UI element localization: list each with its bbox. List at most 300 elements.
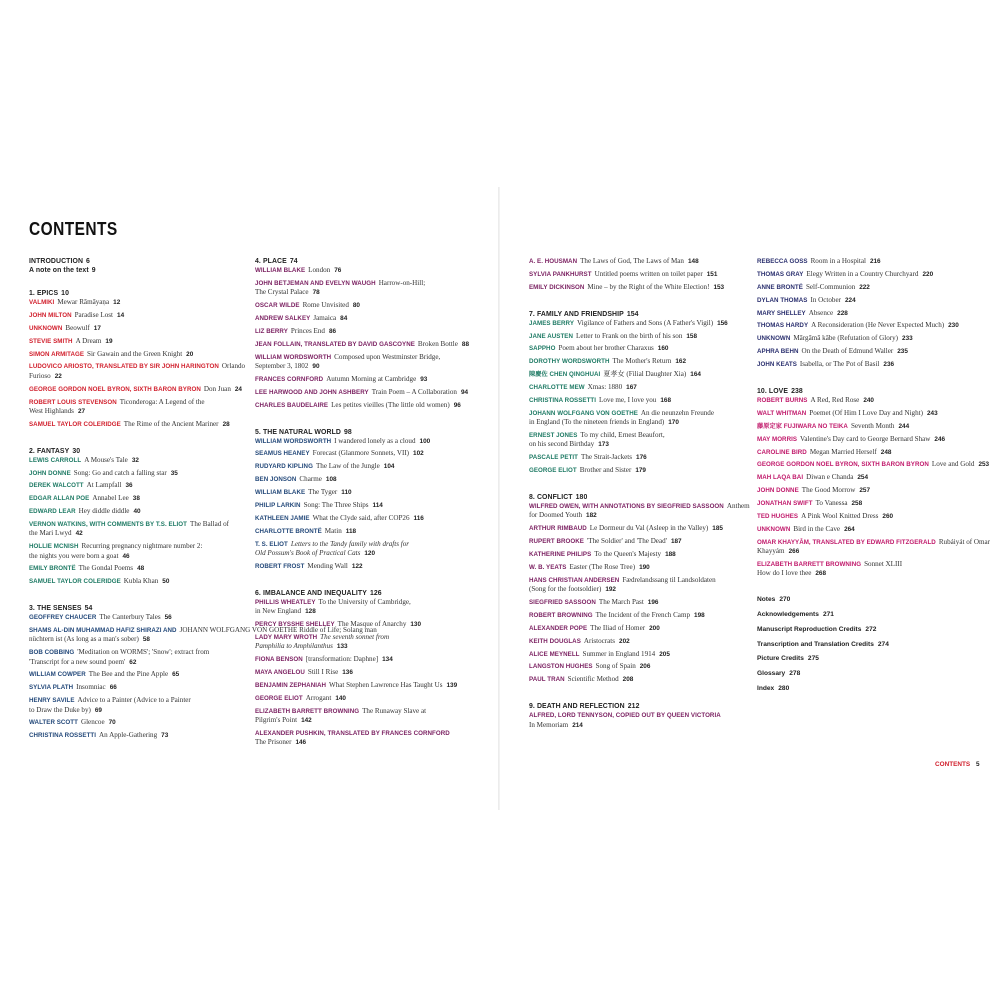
- toc-entry: [29, 420, 261, 429]
- entry-author: SEAMUS HEANEY: [255, 450, 310, 458]
- entry-page-number: 17: [93, 324, 101, 332]
- entry-title: The Laws of God, The Laws of Man: [580, 257, 684, 265]
- toc-entry: [29, 362, 261, 381]
- entry-author: ERNEST JONES: [529, 432, 578, 440]
- entry-author: SYLVIA PANKHURST: [529, 270, 592, 278]
- section-spacer: [29, 275, 261, 289]
- entry-title: Autumn Morning at Cambridge: [326, 374, 417, 383]
- entry-author: OMAR KHAYYĀM, TRANSLATED BY EDWARD FITZGERALD: [757, 538, 936, 546]
- section-label: 1. EPICS: [29, 290, 59, 297]
- toc-entry: [757, 538, 989, 557]
- entry-title: Les petites vieilles (The little old women): [331, 400, 450, 409]
- toc-entry: [529, 576, 761, 595]
- toc-entry: [757, 334, 989, 343]
- back-matter-page-number: 272: [865, 625, 877, 633]
- toc-entry: [29, 350, 261, 359]
- entry-author: 藤原定家 FUJIWARA NO TEIKA: [757, 422, 848, 430]
- entry-title: Mārgāmā kābe (Refutation of Glory): [793, 334, 899, 343]
- entry-title: In Memoriam: [529, 720, 569, 729]
- entry-title: 夏孝女 (Filial Daughter Xia): [603, 370, 687, 379]
- entry-line: [529, 650, 761, 659]
- section-spacer: [529, 688, 761, 702]
- entry-title: for Doomed Youth: [529, 511, 583, 520]
- toc-entry: [529, 257, 761, 266]
- entry-author: SHAMS AL-DIN MUHAMMAD HAFIZ SHIRAZI AND: [29, 627, 177, 635]
- entry-page-number: 69: [94, 706, 102, 714]
- entry-page-number: 102: [413, 450, 424, 458]
- back-matter-entry: [757, 611, 989, 619]
- entry-page-number: 148: [687, 258, 699, 265]
- entry-title: Song: The Three Ships: [303, 500, 369, 509]
- entry-author: JOHANN WOLFGANG VON GOETHE: [529, 409, 638, 417]
- entry-page-number: 187: [670, 538, 682, 546]
- entry-author: WILLIAM BLAKE: [255, 489, 306, 497]
- entry-line: [255, 449, 487, 458]
- entry-author: PERCY BYSSHE SHELLEY: [255, 620, 335, 628]
- entry-page-number: 24: [234, 385, 242, 393]
- toc-entry: [255, 462, 487, 471]
- back-matter-label: Manuscript Reproduction Credits: [757, 625, 862, 633]
- back-matter-page-number: 275: [807, 655, 819, 663]
- entry-line: [255, 314, 487, 323]
- entry-title: Glencoe: [80, 718, 105, 727]
- entry-title: [transformation: Daphne]: [305, 654, 379, 663]
- entry-line: [757, 347, 989, 356]
- entry-title: Matin: [324, 526, 342, 535]
- entry-page-number: 216: [869, 258, 881, 265]
- toc-entry: [757, 486, 989, 495]
- section-heading: [29, 447, 261, 456]
- entry-line: [29, 456, 261, 465]
- toc-entry: [29, 718, 261, 727]
- entry-author: JOHN MILTON: [29, 311, 72, 319]
- entry-line: [255, 488, 487, 497]
- toc-entry: [29, 520, 261, 539]
- section-spacer: [757, 582, 989, 596]
- section-heading: [529, 310, 761, 319]
- entry-page-number: 118: [345, 527, 357, 535]
- entry-author: CHRISTINA ROSSETTI: [29, 732, 97, 740]
- entry-title: Elegy Written in a Country Churchyard: [806, 269, 919, 278]
- entry-page-number: 202: [619, 637, 630, 645]
- entry-title: Orlando: [221, 362, 246, 371]
- entry-line: [29, 385, 261, 394]
- entry-line: [29, 507, 261, 516]
- toc-entry: [255, 314, 487, 323]
- toc-entry: [255, 279, 487, 298]
- entry-title: JOHANN WOLFGANG VON GOETHE Riddle of Life; Solang man: [179, 626, 377, 635]
- entry-title: on his second Birthday: [529, 440, 595, 449]
- entry-title: Charme: [299, 475, 322, 484]
- entry-author: ALEXANDER POPE: [529, 624, 588, 632]
- entry-page-number: 50: [162, 578, 170, 586]
- entry-line: [255, 279, 487, 288]
- entry-title: 'Meditation on WORMS'; 'Snow'; extract from: [77, 648, 210, 657]
- toc-entry: [255, 401, 487, 410]
- entry-title: The Prisoner: [255, 738, 292, 747]
- entry-title: Scientific Method: [567, 675, 619, 684]
- entry-title: 'The Soldier' and 'The Dead': [586, 537, 667, 546]
- entry-author: EDGAR ALLAN POE: [29, 495, 90, 503]
- toc-entry: [757, 270, 989, 279]
- toc-entry: [529, 598, 761, 607]
- entry-title: Megan Married Herself: [809, 447, 877, 456]
- entry-author: BENJAMIN ZEPHANIAH: [255, 681, 327, 689]
- toc-entry: [757, 422, 989, 431]
- back-matter-page-number: 278: [789, 670, 801, 678]
- toc-entry: [255, 340, 487, 349]
- entry-title: Rome Unvisited: [302, 301, 349, 310]
- entry-title: The Crystal Palace: [255, 288, 309, 297]
- entry-author: BOB COBBING: [29, 649, 75, 657]
- section-spacer: [255, 575, 487, 589]
- entry-line: [529, 511, 761, 520]
- toc-entry: [529, 283, 761, 292]
- entry-author: KATHERINE PHILIPS: [529, 551, 592, 559]
- section-label: 4. PLACE: [255, 258, 287, 265]
- entry-line: [757, 538, 989, 547]
- entry-line: [29, 731, 261, 740]
- section-page-number: 238: [791, 388, 803, 396]
- entry-title: The Bee and the Pine Apple: [88, 670, 169, 679]
- entry-line: [255, 668, 487, 677]
- section-page-number: 9: [91, 267, 96, 274]
- entry-page-number: 176: [636, 454, 647, 462]
- back-matter-entry: [757, 655, 989, 663]
- entry-page-number: 88: [461, 340, 469, 348]
- toc-entry: [529, 502, 761, 521]
- entry-author: VALMIKI: [29, 299, 55, 306]
- section-spacer: [29, 433, 261, 447]
- entry-line: [255, 401, 487, 410]
- toc-entry: [757, 499, 989, 508]
- section-heading: [255, 257, 487, 266]
- toc-entry: [529, 662, 761, 671]
- entry-page-number: 14: [117, 311, 125, 319]
- entry-author: STEVIE SMITH: [29, 337, 73, 345]
- entry-line: [757, 486, 989, 495]
- entry-page-number: 110: [341, 489, 352, 497]
- entry-title: The Tyger: [308, 488, 338, 497]
- section-page-number: 180: [575, 494, 588, 502]
- entry-author: DOROTHY WORDSWORTH: [529, 358, 610, 366]
- toc-entry: [757, 409, 989, 418]
- entry-page-number: 73: [161, 732, 169, 740]
- entry-title: What the Clyde said, after COP26: [312, 513, 410, 522]
- entry-author: CHARLOTTE BRONTË: [255, 527, 322, 535]
- entry-line: [529, 662, 761, 671]
- toc-entry: [29, 481, 261, 490]
- entry-page-number: 185: [712, 525, 723, 533]
- entry-line: [529, 550, 761, 559]
- entry-page-number: 93: [420, 375, 428, 383]
- entry-title: I wandered lonely as a cloud: [334, 436, 416, 445]
- toc-entry: [529, 344, 761, 353]
- entry-page-number: 205: [659, 650, 670, 658]
- back-matter-entry: [757, 670, 989, 678]
- entry-page-number: 253: [978, 461, 990, 469]
- entry-author: WILLIAM COWPER: [29, 671, 86, 679]
- entry-title: Ticonderoga: A Legend of the: [119, 397, 205, 406]
- entry-title: The Iliad of Homer: [590, 623, 646, 632]
- entry-author: CHRISTINA ROSSETTI: [529, 397, 597, 405]
- entry-line: [255, 540, 487, 549]
- section-page-number: 10: [61, 290, 70, 297]
- entry-title: the nights you were born a goat: [29, 551, 119, 560]
- entry-title: The Gondal Poems: [78, 564, 134, 573]
- section-page-number: 30: [72, 447, 81, 455]
- toc-entry: [757, 347, 989, 356]
- entry-line: [255, 288, 487, 297]
- entry-author: ALICE MEYNELL: [529, 650, 580, 658]
- entry-title: Aristocrats: [583, 636, 616, 645]
- toc-entry: [255, 668, 487, 677]
- entry-title: Fædrelandssang til Landsoldaten: [622, 575, 716, 584]
- entry-title: the Mari Lwyd: [29, 529, 72, 538]
- entry-title: In October: [810, 295, 841, 304]
- back-matter-entry: [757, 641, 989, 649]
- entry-line: [529, 563, 761, 572]
- entry-author: T. S. ELIOT: [255, 540, 288, 548]
- entry-title: Le Dormeur du Val (Asleep in the Valley): [589, 524, 709, 533]
- entry-title: in England (To the nineteen friends in England): [529, 418, 665, 427]
- entry-page-number: 22: [54, 372, 62, 380]
- entry-author: PAUL TRAN: [529, 676, 565, 684]
- entry-title: Self-Communion: [805, 282, 856, 291]
- entry-line: [255, 514, 487, 523]
- entry-page-number: 153: [713, 283, 725, 291]
- entry-page-number: 236: [883, 361, 895, 369]
- entry-title: Song of Spain: [595, 662, 636, 671]
- entry-page-number: 168: [660, 397, 672, 405]
- toc-entry: [29, 564, 261, 573]
- toc-entry: [529, 466, 761, 475]
- entry-author: EMILY BRONTË: [29, 565, 76, 573]
- entry-line: [529, 624, 761, 633]
- entry-author: UNKNOWN: [757, 335, 791, 343]
- entry-author: SAPPHO: [529, 345, 556, 353]
- toc-entry: [255, 266, 487, 275]
- entry-line: [757, 309, 989, 318]
- entry-author: KATHLEEN JAMIE: [255, 514, 310, 522]
- entry-author: EMILY DICKINSON: [529, 283, 585, 291]
- entry-title: to Draw the Duke by): [29, 705, 91, 714]
- toc-entry: [255, 694, 487, 703]
- entry-author: ARTHUR RIMBAUD: [529, 525, 587, 533]
- entry-page-number: 86: [328, 327, 337, 335]
- entry-line: [529, 502, 761, 511]
- entry-page-number: 206: [639, 663, 651, 671]
- entry-line: [255, 388, 487, 397]
- entry-title: Vigilance of Fathers and Sons (A Father's Vigil): [577, 318, 714, 327]
- entry-title: (Song for the footsoldier): [529, 585, 602, 594]
- entry-page-number: 62: [129, 658, 137, 666]
- entry-page-number: 142: [301, 716, 312, 724]
- entry-title: On the Death of Edmund Waller: [801, 347, 894, 356]
- toc-entry: [529, 453, 761, 462]
- entry-page-number: 200: [649, 624, 660, 632]
- section-page-number: 98: [343, 428, 352, 436]
- entry-line: [757, 460, 989, 469]
- entry-line: [255, 607, 487, 616]
- entry-page-number: 179: [635, 467, 646, 475]
- entry-page-number: 70: [108, 719, 116, 727]
- entry-page-number: 134: [382, 655, 393, 663]
- entry-author: APHRA BEHN: [757, 348, 799, 356]
- entry-page-number: 162: [675, 358, 687, 366]
- toc-entry: [757, 473, 989, 482]
- book-spread: [0, 187, 1000, 810]
- toc-entry: [757, 435, 989, 444]
- entry-page-number: 192: [605, 586, 616, 594]
- toc-entry: [529, 563, 761, 572]
- toc-entry: [255, 681, 487, 690]
- entry-page-number: 258: [851, 500, 863, 508]
- entry-title: Poem about her brother Charaxus: [558, 344, 654, 353]
- entry-author: THOMAS GRAY: [757, 270, 804, 278]
- section-spacer: [529, 296, 761, 310]
- entry-title: The Good Morrow: [801, 486, 856, 495]
- page-gutter: [498, 187, 500, 810]
- section-label: 2. FANTASY: [29, 447, 70, 455]
- back-matter-page-number: 280: [778, 684, 790, 692]
- entry-title: The Canterbury Tales: [99, 613, 161, 622]
- entry-author: LIZ BERRY: [255, 327, 288, 335]
- section-spacer: [529, 479, 761, 493]
- entry-line: [757, 360, 989, 369]
- entry-line: [29, 311, 261, 320]
- entry-line: [529, 270, 761, 279]
- entry-page-number: 220: [922, 270, 934, 278]
- section-heading: [29, 604, 261, 613]
- entry-page-number: 260: [882, 513, 894, 521]
- entry-line: [529, 466, 761, 475]
- entry-author: ROBERT BROWNING: [529, 611, 593, 619]
- toc-entry: [255, 655, 487, 664]
- entry-line: [757, 296, 989, 305]
- entry-author: SAMUEL TAYLOR COLERIDGE: [29, 578, 121, 586]
- entry-page-number: 139: [446, 681, 458, 689]
- toc-entry: [757, 296, 989, 305]
- entry-line: [29, 298, 261, 307]
- entry-author: HOLLIE MCNISH: [29, 543, 79, 551]
- entry-author: CHARLES BAUDELAIRE: [255, 401, 329, 409]
- entry-title: Still I Rise: [307, 667, 339, 676]
- entry-author: FIONA BENSON: [255, 655, 303, 663]
- section-heading: [29, 289, 261, 298]
- entry-page-number: 136: [342, 668, 353, 676]
- entry-line: [255, 707, 487, 716]
- entry-line: [529, 576, 761, 585]
- entry-title: Mending Wall: [307, 561, 348, 570]
- entry-page-number: 233: [902, 335, 913, 343]
- entry-line: [29, 670, 261, 679]
- section-page-number: 126: [369, 589, 382, 597]
- section-spacer: [757, 373, 989, 387]
- toc-entry: [29, 311, 261, 320]
- entry-title: Summer in England 1914: [582, 649, 656, 658]
- entry-title: Brother and Sister: [579, 466, 632, 475]
- entry-author: GEOFFREY CHAUCER: [29, 614, 97, 622]
- section-heading: [757, 387, 989, 396]
- entry-title: Paradise Lost: [74, 310, 114, 319]
- entry-author: JOHN DONNE: [29, 469, 71, 477]
- entry-page-number: 182: [586, 512, 597, 520]
- entry-title: September 3, 1802: [255, 361, 309, 370]
- entry-line: [529, 409, 761, 418]
- entry-title: The Strait-Jackets: [581, 453, 633, 462]
- entry-title: To the University of Cambridge,: [318, 597, 411, 606]
- entry-line: [757, 560, 989, 569]
- entry-line: [29, 577, 261, 586]
- entry-page-number: 42: [75, 530, 83, 538]
- entry-page-number: 198: [694, 611, 705, 619]
- entry-title: Mine – by the Right of the White Election!: [587, 282, 710, 291]
- entry-line: [529, 585, 761, 594]
- entry-line: [529, 440, 761, 449]
- toc-entry: [529, 396, 761, 405]
- entry-page-number: 156: [717, 319, 728, 327]
- entry-author: HANS CHRISTIAN ANDERSEN: [529, 576, 620, 584]
- entry-line: [29, 613, 261, 622]
- entry-line: [29, 398, 261, 407]
- entry-page-number: 90: [312, 362, 320, 370]
- entry-author: ELIZABETH BARRETT BROWNING: [757, 561, 862, 568]
- entry-page-number: 65: [172, 671, 180, 679]
- toc-entry: [529, 624, 761, 633]
- toc-entry: [255, 620, 487, 629]
- entry-line: [255, 437, 487, 446]
- section-label: 10. LOVE: [757, 388, 789, 396]
- entry-page-number: 188: [665, 551, 676, 559]
- toc-entry: [29, 613, 261, 622]
- section-heading: [529, 702, 761, 711]
- entry-author: ANNE BRONTË: [757, 283, 803, 291]
- entry-author: PHILLIS WHEATLEY: [255, 598, 316, 606]
- entry-line: [29, 362, 261, 371]
- entry-line: [757, 270, 989, 279]
- entry-line: [29, 324, 261, 333]
- entry-author: WALTER SCOTT: [29, 719, 78, 727]
- entry-author: W. B. YEATS: [529, 563, 567, 571]
- entry-title: Advice to a Painter (Advice to a Painter: [77, 696, 191, 705]
- entry-line: [255, 681, 487, 690]
- entry-page-number: 35: [170, 469, 178, 477]
- entry-line: [529, 537, 761, 546]
- toc-entry: [255, 501, 487, 510]
- entry-title: Isabella, or The Pot of Basil: [799, 360, 880, 369]
- entry-author: TED HUGHES: [757, 513, 799, 521]
- entry-title: Love me, I love you: [599, 396, 657, 405]
- entry-line: [529, 598, 761, 607]
- toc-entry: [529, 650, 761, 659]
- entry-title: Untitled poems written on toilet paper: [594, 269, 703, 278]
- entry-line: [29, 520, 261, 529]
- entry-line: [255, 462, 487, 471]
- entry-page-number: 164: [690, 371, 701, 379]
- entry-title: West Highlands: [29, 406, 74, 415]
- entry-title: Arrogant: [305, 693, 332, 702]
- toc-entry: [757, 512, 989, 521]
- entry-page-number: 76: [334, 267, 342, 274]
- toc-column-3: [529, 257, 761, 733]
- section-page-number: 74: [289, 258, 298, 265]
- toc-entry: [757, 283, 989, 292]
- entry-line: [529, 370, 761, 379]
- toc-entry: [529, 711, 761, 730]
- entry-line: [255, 266, 487, 275]
- entry-line: [529, 675, 761, 684]
